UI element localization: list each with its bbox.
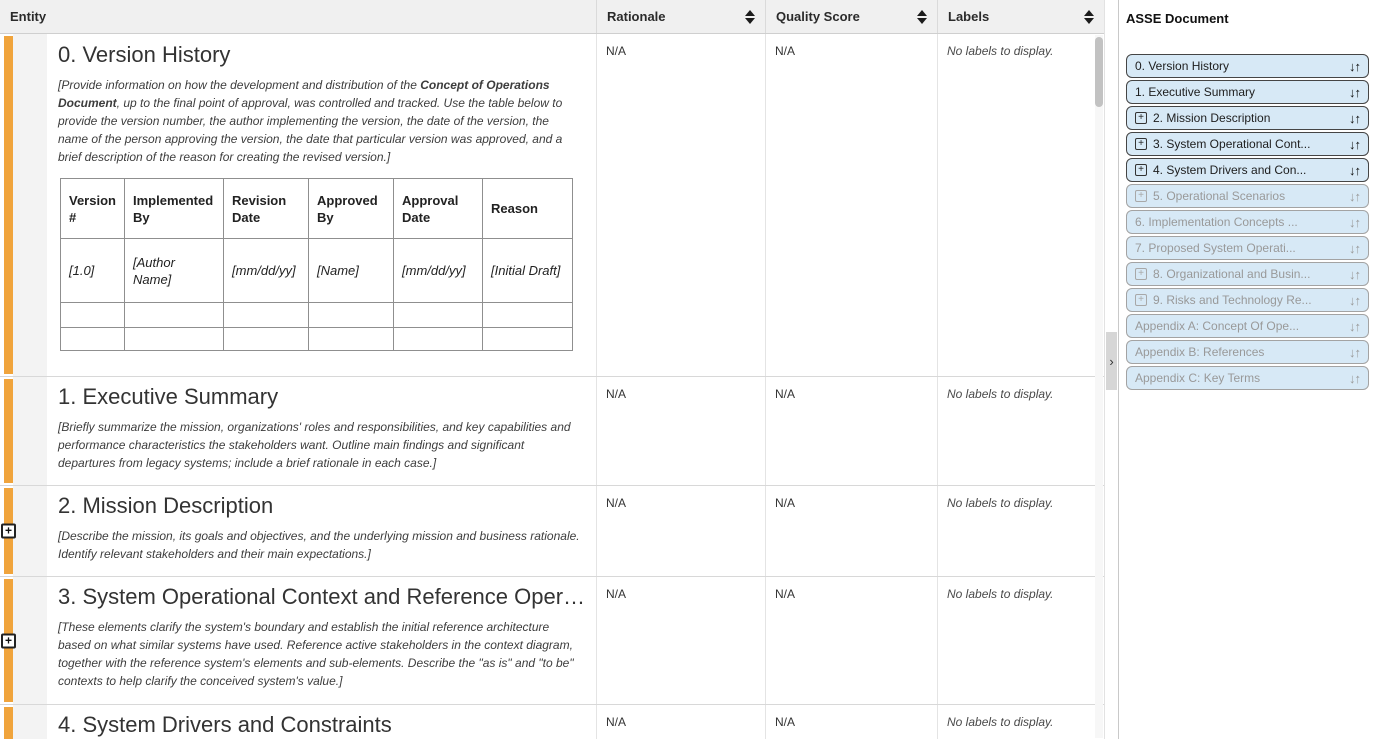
sidebar-item-mission-description[interactable] bbox=[1126, 106, 1369, 130]
version-table-cell bbox=[224, 328, 309, 351]
sidebar-item-version-history[interactable] bbox=[1126, 54, 1369, 78]
expand-icon[interactable]: + bbox=[1135, 138, 1147, 150]
entity-cell bbox=[0, 34, 596, 376]
labels-cell: No labels to display. bbox=[937, 377, 1104, 485]
expand-row-button[interactable]: + bbox=[1, 524, 16, 539]
reorder-icon[interactable]: ↓↑ bbox=[1349, 344, 1360, 360]
quality-score-cell: N/A bbox=[765, 377, 937, 485]
sidebar-item-label: 6. Implementation Concepts ... bbox=[1135, 215, 1298, 229]
sidebar-title: ASSE Document bbox=[1126, 11, 1229, 26]
sidebar-item-label: 1. Executive Summary bbox=[1135, 85, 1256, 99]
rationale-cell: N/A bbox=[596, 377, 765, 485]
panel-divider bbox=[1106, 0, 1118, 739]
version-table-header: Version # bbox=[61, 179, 125, 239]
rationale-cell: N/A bbox=[596, 486, 765, 576]
entity-cell bbox=[0, 377, 596, 485]
sidebar-item-label: Appendix B: References bbox=[1135, 345, 1265, 359]
sidebar-item-label: Appendix C: Key Terms bbox=[1135, 371, 1261, 385]
version-table-header: Approved By bbox=[309, 179, 394, 239]
version-table-cell bbox=[224, 303, 309, 328]
table-row-system-drivers[interactable] bbox=[0, 705, 1104, 739]
row-gutter bbox=[13, 34, 47, 376]
reorder-icon[interactable]: ↓↑ bbox=[1349, 318, 1360, 334]
version-table-cell bbox=[483, 303, 573, 328]
section-description: [These elements clarify the system's boundary and establish the initial reference architecture based on what similar systems have used. Reference active stakeholders in the context diagram, together with the reference system's elements and sub-elements. Describe the "as is" and "to be" contexts to help clarify the conceived system's value.] bbox=[58, 620, 574, 688]
version-table-header: Reason bbox=[483, 179, 573, 239]
expand-icon[interactable]: + bbox=[1135, 164, 1147, 176]
sidebar-item-implementation-concepts[interactable] bbox=[1126, 210, 1369, 234]
row-accent-bar bbox=[4, 707, 13, 739]
sidebar-item-operational-scenarios[interactable] bbox=[1126, 184, 1369, 208]
labels-cell: No labels to display. bbox=[937, 577, 1104, 704]
version-table-empty-row bbox=[61, 303, 573, 328]
sidebar-item-system-operational-context[interactable] bbox=[1126, 132, 1369, 156]
entity-column-label: Entity bbox=[10, 9, 47, 24]
reorder-icon[interactable]: ↓↑ bbox=[1349, 240, 1360, 256]
reorder-icon[interactable]: ↓↑ bbox=[1349, 162, 1360, 178]
labels-cell: No labels to display. bbox=[937, 34, 1104, 376]
sidebar-item-appendix-b[interactable] bbox=[1126, 340, 1369, 364]
sidebar-item-risks-technology[interactable] bbox=[1126, 288, 1369, 312]
version-table-header-row bbox=[61, 179, 573, 239]
section-title: 0. Version History bbox=[58, 42, 231, 67]
column-header-rationale[interactable] bbox=[596, 0, 765, 33]
rationale-cell: N/A bbox=[596, 705, 765, 739]
version-table-cell bbox=[309, 303, 394, 328]
labels-column-label: Labels bbox=[948, 9, 990, 24]
section-title: 3. System Operational Context and Reference Oper… bbox=[58, 584, 586, 609]
reorder-icon[interactable]: ↓↑ bbox=[1349, 58, 1360, 74]
sort-icon[interactable] bbox=[745, 10, 755, 24]
sidebar-item-system-drivers[interactable] bbox=[1126, 158, 1369, 182]
labels-cell: No labels to display. bbox=[937, 705, 1104, 739]
sidebar-item-organizational-business[interactable] bbox=[1126, 262, 1369, 286]
version-table-cell: [Name] bbox=[309, 239, 394, 303]
sidebar-item-label: 3. System Operational Cont... bbox=[1153, 137, 1311, 151]
column-header-entity bbox=[0, 0, 596, 33]
section-description: [Provide information on how the development and distribution of the Concept of Operations Document, up to the final point of approval, was controlled and tracked. Use the table below to provide the version number, the author implementing the version, the date of the version, the name of the person approving the version, the date that particular version was approved, and a brief description of the reason for creating the revised version.] bbox=[58, 78, 563, 164]
sidebar-item-proposed-system[interactable] bbox=[1126, 236, 1369, 260]
version-table-cell bbox=[394, 303, 483, 328]
row-gutter bbox=[13, 377, 47, 485]
version-table-cell: [Initial Draft] bbox=[483, 239, 573, 303]
row-gutter bbox=[13, 486, 47, 576]
table-row-executive-summary[interactable] bbox=[0, 377, 1104, 486]
quality-score-cell: N/A bbox=[765, 34, 937, 376]
entity-rows bbox=[0, 34, 1104, 739]
quality-score-cell: N/A bbox=[765, 486, 937, 576]
rationale-cell: N/A bbox=[596, 34, 765, 376]
version-table-data-row bbox=[61, 239, 573, 303]
version-table-cell: [Author Name] bbox=[125, 239, 224, 303]
version-table-cell bbox=[61, 303, 125, 328]
expand-icon[interactable]: + bbox=[1135, 294, 1147, 306]
collapse-sidebar-handle[interactable] bbox=[1106, 332, 1117, 390]
column-header-labels[interactable] bbox=[937, 0, 1104, 33]
sidebar-item-label: 8. Organizational and Busin... bbox=[1153, 267, 1311, 281]
reorder-icon[interactable]: ↓↑ bbox=[1349, 370, 1360, 386]
version-table-cell bbox=[309, 328, 394, 351]
quality-score-cell: N/A bbox=[765, 577, 937, 704]
quality-score-cell: N/A bbox=[765, 705, 937, 739]
version-table-header: Implemented By bbox=[125, 179, 224, 239]
sidebar-item-label: 9. Risks and Technology Re... bbox=[1153, 293, 1312, 307]
rationale-cell: N/A bbox=[596, 577, 765, 704]
version-table-cell bbox=[125, 328, 224, 351]
sidebar-item-label: Appendix A: Concept Of Ope... bbox=[1135, 319, 1300, 333]
version-table-header: Approval Date bbox=[394, 179, 483, 239]
reorder-icon[interactable]: ↓↑ bbox=[1349, 214, 1360, 230]
expand-row-button[interactable]: + bbox=[1, 633, 16, 648]
section-title: 1. Executive Summary bbox=[58, 384, 279, 409]
sidebar-item-appendix-c[interactable] bbox=[1126, 366, 1369, 390]
sidebar-item-label: 4. System Drivers and Con... bbox=[1153, 163, 1307, 177]
sort-icon[interactable] bbox=[1084, 10, 1094, 24]
row-gutter bbox=[13, 705, 47, 739]
expand-icon[interactable]: + bbox=[1135, 190, 1147, 202]
quality-score-column-label: Quality Score bbox=[776, 9, 860, 24]
reorder-icon[interactable]: ↓↑ bbox=[1349, 266, 1360, 282]
sidebar-item-label: 7. Proposed System Operati... bbox=[1135, 241, 1296, 255]
reorder-icon[interactable]: ↓↑ bbox=[1349, 84, 1360, 100]
version-table-cell bbox=[125, 303, 224, 328]
reorder-icon[interactable]: ↓↑ bbox=[1349, 110, 1360, 126]
document-outline-sidebar bbox=[1118, 0, 1376, 739]
chevron-right-icon: › bbox=[1109, 353, 1114, 369]
row-accent-bar bbox=[4, 379, 13, 483]
version-table-cell: [1.0] bbox=[61, 239, 125, 303]
section-description: [Briefly summarize the mission, organizations' roles and responsibilities, and key capabilities and performance characteristics the stakeholders want. Outline main findings and significant departures from legacy systems; include a brief rationale in each case.] bbox=[58, 420, 571, 470]
row-accent-bar bbox=[4, 36, 13, 374]
version-table-cell: [mm/dd/yy] bbox=[394, 239, 483, 303]
sidebar-section-list bbox=[1126, 54, 1369, 390]
expand-icon[interactable]: + bbox=[1135, 268, 1147, 280]
labels-cell: No labels to display. bbox=[937, 486, 1104, 576]
version-table-cell bbox=[394, 328, 483, 351]
version-table-cell bbox=[483, 328, 573, 351]
column-header-row bbox=[0, 0, 1104, 34]
expand-icon[interactable]: + bbox=[1135, 112, 1147, 124]
version-table-cell: [mm/dd/yy] bbox=[224, 239, 309, 303]
reorder-icon[interactable]: ↓↑ bbox=[1349, 136, 1360, 152]
reorder-icon[interactable]: ↓↑ bbox=[1349, 188, 1360, 204]
section-description: [Describe the mission, its goals and objectives, and the underlying mission and business rationale. Identify relevant stakeholders and their main expectations.] bbox=[58, 529, 580, 561]
sidebar-item-appendix-a[interactable] bbox=[1126, 314, 1369, 338]
section-title: 4. System Drivers and Constraints bbox=[58, 712, 392, 737]
table-row-mission-description[interactable] bbox=[0, 486, 1104, 577]
version-history-table bbox=[60, 178, 573, 351]
reorder-icon[interactable]: ↓↑ bbox=[1349, 292, 1360, 308]
main-scrollbar[interactable] bbox=[1095, 35, 1103, 738]
row-gutter bbox=[13, 577, 47, 704]
column-header-quality-score[interactable] bbox=[765, 0, 937, 33]
table-row-version-history[interactable] bbox=[0, 34, 1104, 377]
sort-icon[interactable] bbox=[917, 10, 927, 24]
entity-cell bbox=[0, 705, 596, 739]
sidebar-item-label: 0. Version History bbox=[1135, 59, 1230, 73]
version-table-cell bbox=[61, 328, 125, 351]
version-table-empty-row bbox=[61, 328, 573, 351]
sidebar-item-executive-summary[interactable] bbox=[1126, 80, 1369, 104]
sidebar-item-label: 2. Mission Description bbox=[1153, 111, 1271, 125]
entity-cell bbox=[0, 486, 596, 576]
entity-cell bbox=[0, 577, 596, 704]
section-title: 2. Mission Description bbox=[58, 493, 274, 518]
scrollbar-thumb[interactable] bbox=[1095, 37, 1103, 107]
sidebar-item-label: 5. Operational Scenarios bbox=[1153, 189, 1286, 203]
version-table-header: Revision Date bbox=[224, 179, 309, 239]
table-row-system-operational-context[interactable] bbox=[0, 577, 1104, 705]
rationale-column-label: Rationale bbox=[607, 9, 666, 24]
